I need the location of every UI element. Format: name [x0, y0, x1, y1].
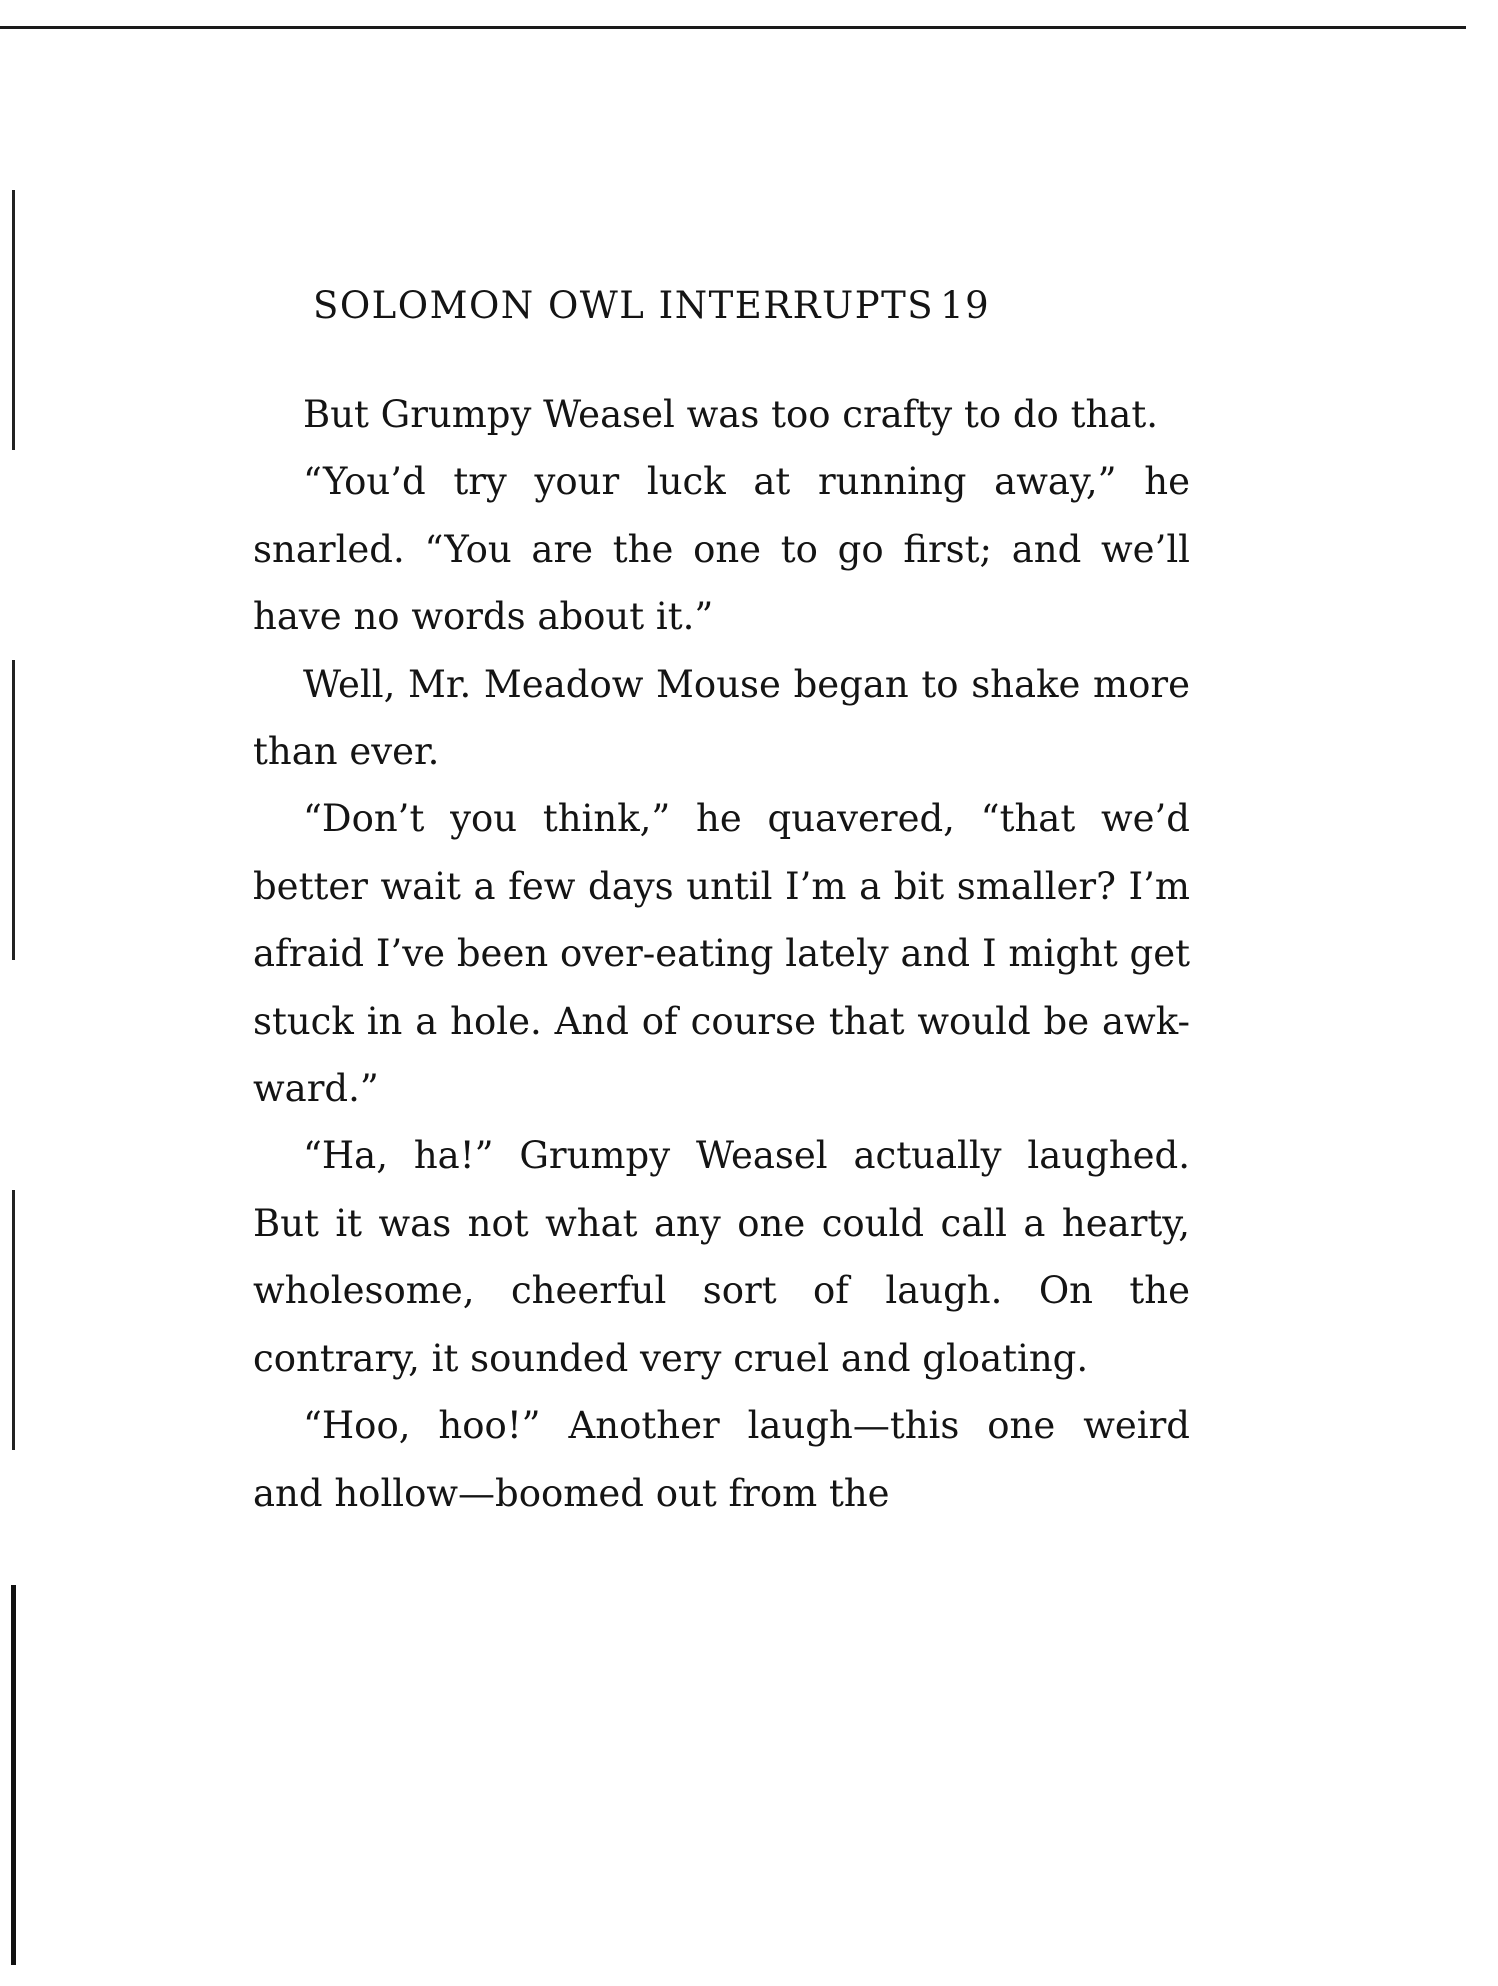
binding-shadow-mark	[12, 660, 15, 960]
paragraph: “Ha, ha!” Grumpy Weasel actually laughed. But it was not what any one could call a hearty, wholesome, cheerful sort of laugh. On the contrary, it sounded very cruel and gloating.	[253, 1134, 1190, 1380]
page-number: 19	[940, 284, 991, 327]
paragraph: “You’d try your luck at running away,” he snarled. “You are the one to go first; and we’ll have no words about it.”	[253, 460, 1190, 639]
binding-shadow-mark	[12, 1190, 15, 1450]
paragraph: “Don’t you think,” he quavered, “that we’d better wait a few days until I’m a bit smaller? I’m afraid I’ve been over-eating lately and I might get stuck in a hole. And of course that would be awk-ward.”	[253, 797, 1190, 1111]
binding-shadow-mark	[12, 190, 15, 450]
paragraph: But Grumpy Weasel was too crafty to do that.	[303, 393, 1158, 436]
paragraph: “Hoo, hoo!” Another laugh—this one weird and hollow—boomed out from the	[253, 1404, 1190, 1515]
binding-shadow-mark	[11, 1585, 16, 1965]
running-head	[313, 282, 1193, 330]
paragraph: Well, Mr. Meadow Mouse began to shake more than ever.	[253, 662, 1190, 774]
running-head-title: SOLOMON OWL INTERRUPTS	[313, 284, 935, 327]
top-border-rule	[0, 26, 1466, 29]
body-text	[253, 381, 1190, 1527]
